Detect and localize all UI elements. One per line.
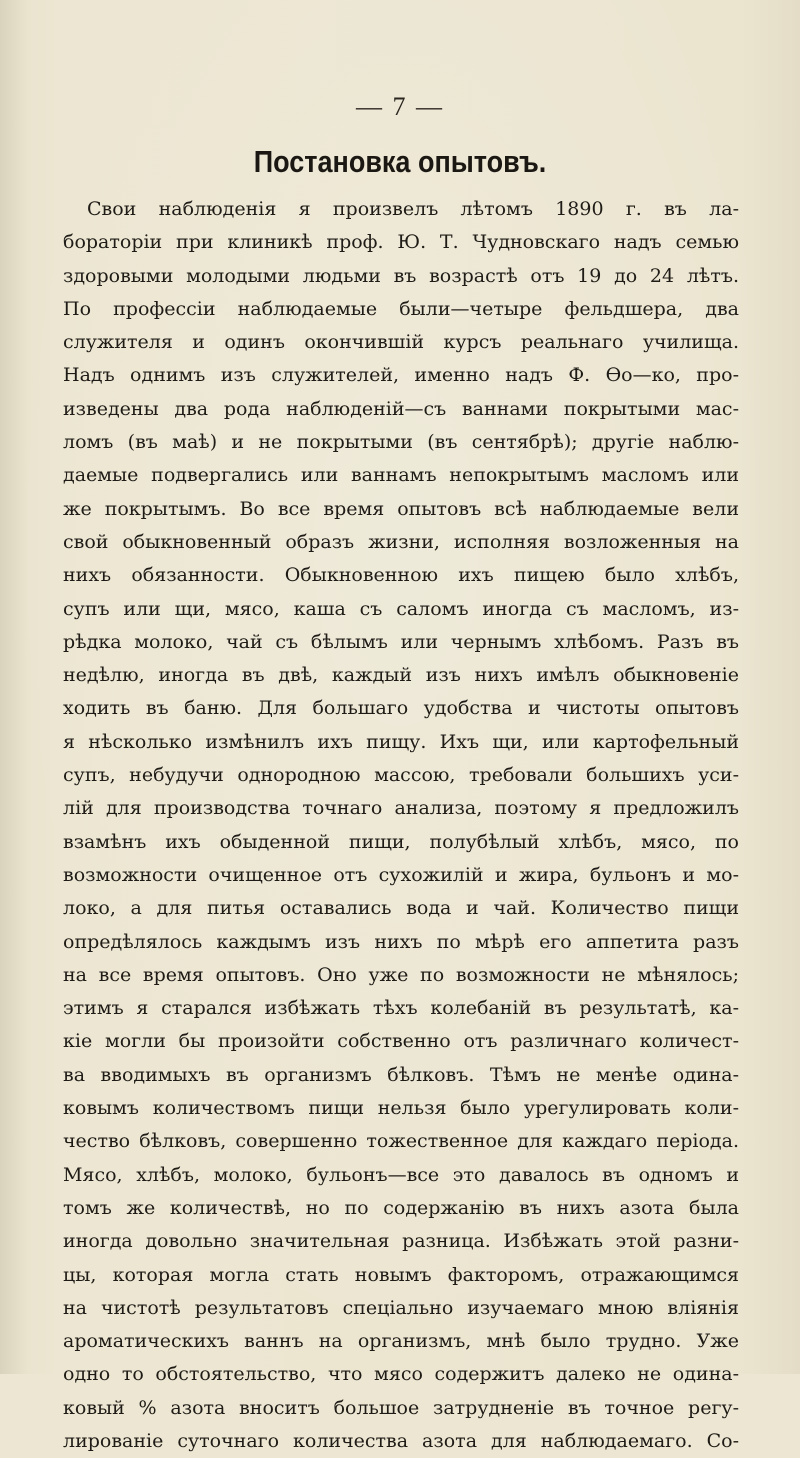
text-line: Мясо, хлѣбъ, молоко, бульонъ—все это давалось въ одномъ и <box>63 1163 739 1186</box>
text-line: ва вводимыхъ въ организмъ бѣлковъ. Тѣмъ не менѣе одина- <box>63 1063 739 1086</box>
text-line: изведены два рода наблюденій—съ ваннами покрытыми мас- <box>63 397 739 420</box>
text-line: лированіе суточнаго количества азота для наблюдаемаго. Со- <box>63 1429 739 1452</box>
page-number: — 7 — <box>356 92 444 121</box>
text-line: возможности очищенное отъ сухожилій и жира, бульонъ и мо- <box>63 863 739 886</box>
text-line: супъ, небудучи однородною массою, требовали большихъ уси- <box>63 764 739 787</box>
text-line: свой обыкновенный образъ жизни, исполняя возложенныя на <box>63 530 739 553</box>
text-line: лій для производства точнаго анализа, поэтому я предложилъ <box>63 797 739 820</box>
text-line: даемые подвергались или ваннамъ непокрытымъ масломъ или <box>63 464 739 487</box>
text-line: локо, а для питья оставались вода и чай. Количество пищи <box>63 897 739 920</box>
section-title: Постановка опытовъ. <box>253 145 547 179</box>
text-line: ароматическихъ ваннъ на организмъ, мнѣ было трудно. Уже <box>63 1330 739 1353</box>
text-line: опредѣлялось каждымъ изъ нихъ по мѣрѣ его аппетита разъ <box>63 930 739 953</box>
text-line: нихъ обязанности. Обыкновенною ихъ пищею было хлѣбъ, <box>63 564 739 587</box>
text-line: рѣдка молоко, чай съ бѣлымъ или чернымъ хлѣбомъ. Разъ въ <box>63 630 739 653</box>
text-line: ходить въ баню. Для большаго удобства и чистоты опытовъ <box>63 697 739 720</box>
text-line: кіе могли бы произойти собственно отъ различнаго количест- <box>63 1030 739 1053</box>
text-line: цы, которая могла стать новымъ факторомъ, отражающимся <box>63 1263 739 1286</box>
text-line: этимъ я старался избѣжать тѣхъ колебаній въ результатѣ, ка- <box>63 997 739 1020</box>
text-line: По профессіи наблюдаемые были—четыре фельдшера, два <box>63 297 739 320</box>
text-line: иногда довольно значительная разница. Избѣжать этой разни- <box>63 1230 739 1253</box>
text-line: одно то обстоятельство, что мясо содержитъ далеко не одина- <box>63 1363 739 1386</box>
text-line: я нѣсколько измѣнилъ ихъ пищу. Ихъ щи, или картофельный <box>63 730 739 753</box>
body-text <box>63 193 739 1458</box>
text-line: на чистотѣ результатовъ спеціально изучаемаго мною вліянія <box>63 1296 739 1319</box>
text-line: ломъ (въ маѣ) и не покрытыми (въ сентябрѣ); другіе наблю- <box>63 431 739 454</box>
text-line: ковый % азота вноситъ большое затрудненіе въ точное регу- <box>63 1396 739 1419</box>
text-line: чество бѣлковъ, совершенно тожественное для каждаго періода. <box>63 1130 739 1153</box>
text-line: томъ же количествѣ, но по содержанію въ нихъ азота была <box>63 1196 739 1219</box>
text-line: здоровыми молодыми людьми въ возрастѣ отъ 19 до 24 лѣтъ. <box>63 264 739 287</box>
text-line: взамѣнъ ихъ обыденной пищи, полубѣлый хлѣбъ, мясо, по <box>63 830 739 853</box>
text-line: недѣлю, иногда въ двѣ, каждый изъ нихъ имѣлъ обыкновеніе <box>63 664 739 687</box>
text-line: служителя и одинъ окончившій курсъ реальнаго училища. <box>63 331 739 354</box>
text-line: Надъ однимъ изъ служителей, именно надъ Ф. Ѳо—ко, про- <box>63 364 739 387</box>
text-line: Свои наблюденія я произвелъ лѣтомъ 1890 г. въ ла- <box>87 198 739 220</box>
text-line: бораторіи при клиникѣ проф. Ю. Т. Чудновскаго надъ семью <box>63 231 739 254</box>
text-line: же покрытымъ. Во все время опытовъ всѣ наблюдаемые вели <box>63 497 739 520</box>
text-line: ковымъ количествомъ пищи нельзя было урегулировать коли- <box>63 1097 739 1120</box>
text-line: супъ или щи, мясо, каша съ саломъ иногда съ масломъ, из- <box>63 597 739 620</box>
text-line: на все время опытовъ. Оно уже по возможности не мѣнялось; <box>63 963 739 986</box>
